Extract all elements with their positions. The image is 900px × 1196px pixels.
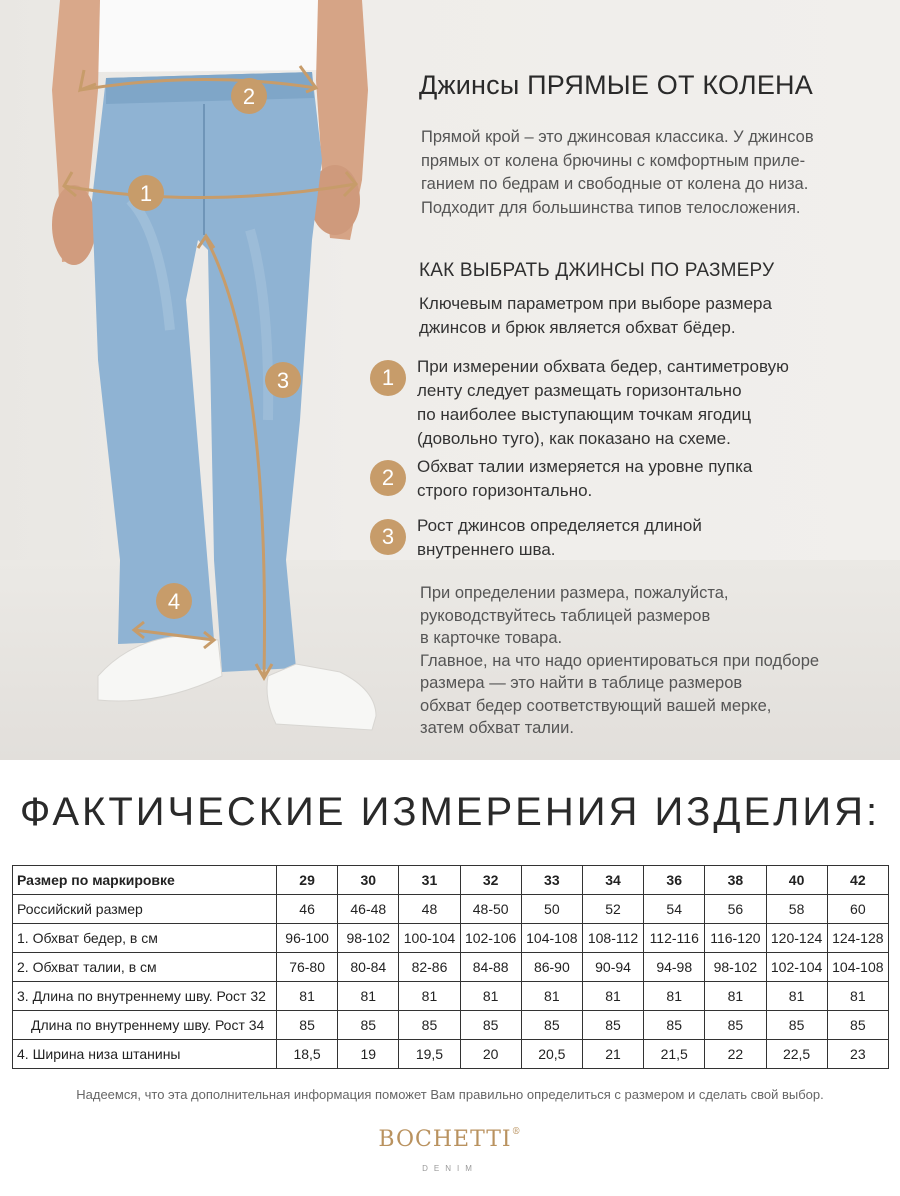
table-cell: 120-124 [766, 924, 827, 953]
size-column-header: 32 [460, 866, 521, 895]
table-row [13, 895, 889, 924]
size-table [12, 865, 889, 1069]
row-label: Российский размер [13, 895, 277, 924]
page-title [419, 70, 889, 101]
note-line: руководствуйтесь таблицей размеров [420, 606, 711, 625]
table-row [13, 924, 889, 953]
table-cell: 81 [399, 982, 460, 1011]
key-line: джинсов и брюк является обхват бёдер. [419, 318, 736, 337]
brand-subtitle: DENIM [422, 1164, 478, 1173]
table-cell: 85 [766, 1011, 827, 1040]
table-cell: 50 [521, 895, 582, 924]
table-cell: 81 [582, 982, 643, 1011]
intro-line: Прямой крой – это джинсовая классика. У джинсов [421, 128, 814, 146]
row-label: 2. Обхват талии, в см [13, 953, 277, 982]
table-cell: 18,5 [277, 1040, 338, 1069]
table-cell: 82-86 [399, 953, 460, 982]
size-column-header: 40 [766, 866, 827, 895]
table-cell: 81 [338, 982, 399, 1011]
table-cell: 81 [277, 982, 338, 1011]
marker-1-number: 1 [139, 181, 153, 206]
table-row [13, 982, 889, 1011]
note-line: обхват бедер соответствующий вашей мерке, [420, 696, 772, 715]
table-cell: 46-48 [338, 895, 399, 924]
table-cell: 22,5 [766, 1040, 827, 1069]
size-column-header: 34 [582, 866, 643, 895]
table-cell: 22 [705, 1040, 766, 1069]
table-cell: 20,5 [521, 1040, 582, 1069]
intro-paragraph [421, 126, 891, 220]
title-strong: ПРЯМЫЕ ОТ КОЛЕНА [527, 70, 813, 100]
table-cell: 21 [582, 1040, 643, 1069]
note-line: При определении размера, пожалуйста, [420, 584, 729, 602]
size-table-wrapper [12, 865, 889, 1069]
table-cell: 124-128 [827, 924, 888, 953]
measurements-heading: ФАКТИЧЕСКИЕ ИЗМЕРЕНИЯ ИЗДЕЛИЯ: [19, 790, 881, 834]
table-row [13, 953, 889, 982]
table-cell: 116-120 [705, 924, 766, 953]
marker-4-number: 4 [167, 589, 181, 614]
table-cell: 46 [277, 895, 338, 924]
table-cell: 98-102 [338, 924, 399, 953]
size-column-header: 42 [827, 866, 888, 895]
table-cell: 102-106 [460, 924, 521, 953]
table-cell: 81 [827, 982, 888, 1011]
table-cell: 85 [644, 1011, 705, 1040]
table-row [13, 1011, 889, 1040]
table-cell: 20 [460, 1040, 521, 1069]
key-paragraph [419, 292, 889, 340]
step-1-badge: 1 [370, 360, 406, 396]
table-cell: 102-104 [766, 953, 827, 982]
table-cell: 85 [827, 1011, 888, 1040]
step-2-badge: 2 [370, 460, 406, 496]
table-cell: 54 [644, 895, 705, 924]
table-cell: 100-104 [399, 924, 460, 953]
row-label: 1. Обхват бедер, в см [13, 924, 277, 953]
advice-note [420, 582, 890, 740]
table-cell: 85 [582, 1011, 643, 1040]
step-line: по наиболее выступающим точкам ягодиц [417, 405, 752, 424]
table-cell: 19,5 [399, 1040, 460, 1069]
table-cell: 81 [460, 982, 521, 1011]
size-column-header: 36 [644, 866, 705, 895]
table-cell: 96-100 [277, 924, 338, 953]
marker-2-number: 2 [242, 84, 256, 109]
table-cell: 94-98 [644, 953, 705, 982]
table-cell: 86-90 [521, 953, 582, 982]
note-line: размера — это найти в таблице размеров [420, 674, 743, 692]
row-label: 3. Длина по внутреннему шву. Рост 32 [13, 982, 277, 1011]
table-cell: 85 [338, 1011, 399, 1040]
intro-line: Подходит для большинства типов телосложения. [421, 198, 801, 217]
step-line: ленту следует размещать горизонтально [417, 381, 742, 400]
table-cell: 21,5 [644, 1040, 705, 1069]
row-label: 4. Ширина низа штанины [13, 1040, 277, 1069]
step-line: строго горизонтально. [417, 481, 593, 500]
step-line: При измерении обхвата бедер, сантиметровую [417, 357, 789, 376]
table-cell: 81 [766, 982, 827, 1011]
step-line: Обхват талии измеряется на уровне пупка [417, 457, 753, 476]
table-cell: 85 [399, 1011, 460, 1040]
table-cell: 112-116 [644, 924, 705, 953]
table-cell: 52 [582, 895, 643, 924]
table-header-row [13, 866, 889, 895]
table-cell: 85 [460, 1011, 521, 1040]
table-cell: 81 [705, 982, 766, 1011]
table-cell: 56 [705, 895, 766, 924]
brand-name: BOCHETTI [378, 1127, 512, 1152]
step-line: Рост джинсов определяется длиной [417, 516, 702, 535]
note-line: в карточке товара. [420, 629, 563, 647]
step-line: внутреннего шва. [417, 540, 556, 559]
table-cell: 108-112 [582, 924, 643, 953]
table-cell: 104-108 [827, 953, 888, 982]
size-column-header: 30 [338, 866, 399, 895]
step-2-text [417, 455, 857, 503]
key-line: Ключевым параметром при выборе размера [419, 294, 772, 313]
table-cell: 48-50 [460, 895, 521, 924]
step-3-text [417, 514, 857, 562]
title-light: Джинсы [419, 70, 528, 100]
table-cell: 85 [521, 1011, 582, 1040]
table-cell: 85 [705, 1011, 766, 1040]
table-cell: 98-102 [705, 953, 766, 982]
size-column-header: 33 [521, 866, 582, 895]
table-cell: 48 [399, 895, 460, 924]
table-cell: 76-80 [277, 953, 338, 982]
table-cell: 23 [827, 1040, 888, 1069]
table-cell: 104-108 [521, 924, 582, 953]
table-cell: 58 [766, 895, 827, 924]
table-cell: 81 [644, 982, 705, 1011]
step-1-text [417, 355, 857, 451]
table-cell: 90-94 [582, 953, 643, 982]
section-subtitle: КАК ВЫБРАТЬ ДЖИНСЫ ПО РАЗМЕРУ [419, 260, 775, 281]
note-line: затем обхват талии. [420, 719, 574, 737]
table-cell: 81 [521, 982, 582, 1011]
marker-3-number: 3 [276, 368, 290, 393]
size-column-header: 38 [705, 866, 766, 895]
table-row [13, 1040, 889, 1069]
note-line: Главное, на что надо ориентироваться при подборе [420, 651, 820, 670]
table-cell: 85 [277, 1011, 338, 1040]
brand-logo [0, 1127, 900, 1152]
size-column-header: 29 [277, 866, 338, 895]
row-label: Длина по внутреннему шву. Рост 34 [13, 1011, 277, 1040]
intro-line: ганием по бедрам и свободные от колена до низа. [421, 175, 809, 193]
intro-line: прямых от колена брючины с комфортным приле- [421, 151, 806, 170]
step-3-badge: 3 [370, 519, 406, 555]
table-cell: 60 [827, 895, 888, 924]
step-line: (довольно туго), как показано на схеме. [417, 429, 731, 448]
footer-note: Надеемся, что эта дополнительная информация поможет Вам правильно определиться с размером и сделать свой выбор. [76, 1087, 824, 1102]
table-cell: 19 [338, 1040, 399, 1069]
brand-registered-mark: ® [511, 1127, 522, 1137]
size-column-header: 31 [399, 866, 460, 895]
table-cell: 80-84 [338, 953, 399, 982]
table-cell: 84-88 [460, 953, 521, 982]
row-label: Размер по маркировке [13, 866, 277, 895]
